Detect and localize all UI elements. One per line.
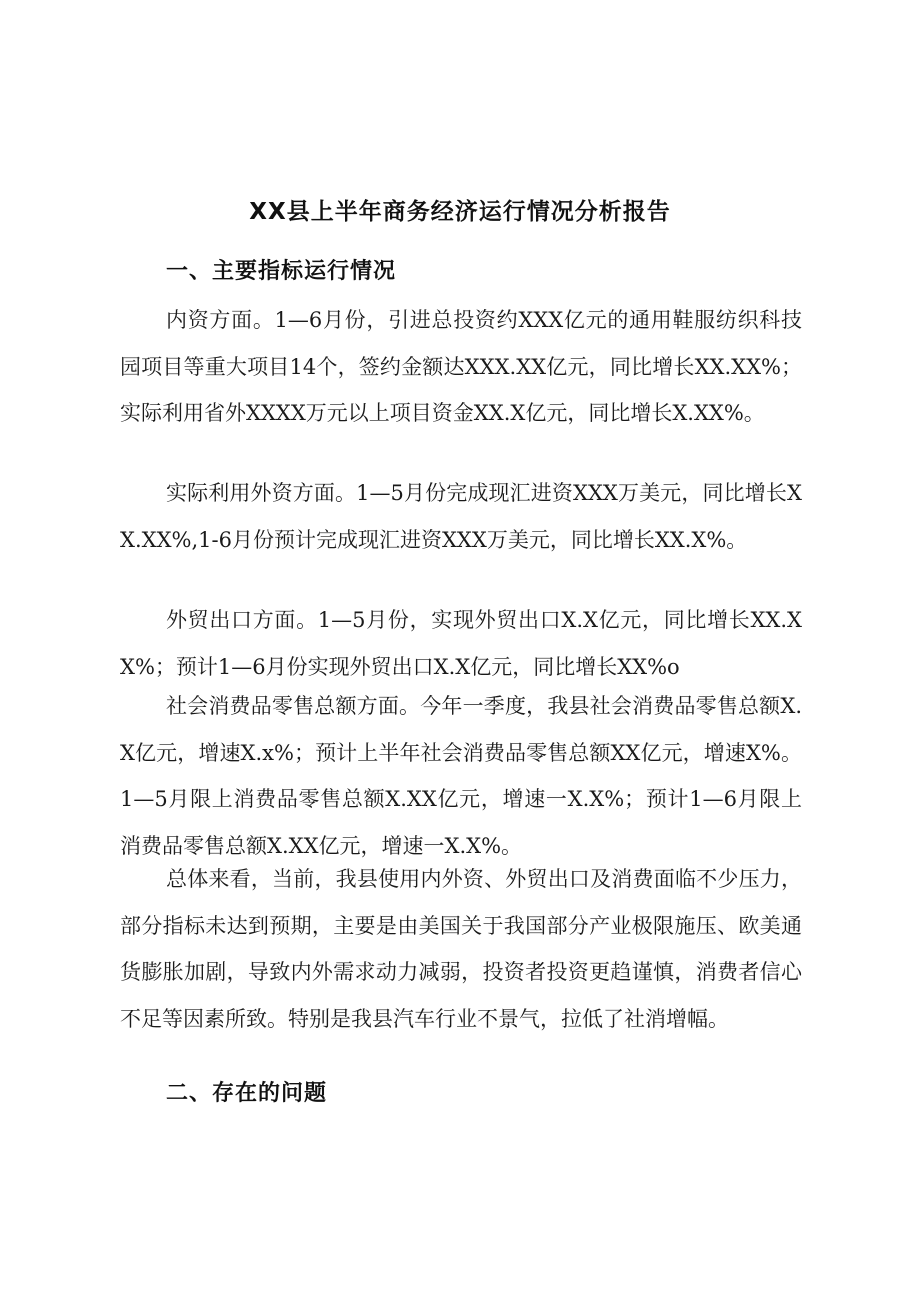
paragraph-retail-sales: 社会消费品零售总额方面。今年一季度，我县社会消费品零售总额X.X亿元，增速X.x%；预计上半年社会消费品零售总额XX亿元，增速X%。1—5月限上消费品零售总额X.XX亿元，增速一X.X%；预计1—6月限上消费品零售总额X.XX亿元，增速一X.X%。: [120, 694, 802, 858]
section-heading-problems: 二、存在的问题: [166, 1081, 328, 1106]
paragraph-domestic-capital: 内资方面。1—6月份，引进总投资约XXX亿元的通用鞋服纺织科技园项目等重大项目14个，签约金额达XXX.XX亿元，同比增长XX.XX%；实际利用省外XXXX万元以上项目资金XX.X亿元，同比增长X.XX%。: [120, 308, 802, 426]
paragraph-overall-summary: 总体来看，当前，我县使用内外资、外贸出口及消费面临不少压力，部分指标未达到预期，主要是由美国关于我国部分产业极限施压、欧美通货膨胀加剧，导致内外需求动力减弱，投资者投资更趋谨慎，消费者信心不足等因素所致。特别是我县汽车行业不景气，拉低了社消增幅。: [120, 867, 802, 1031]
paragraph-foreign-trade: 外贸出口方面。1—5月份，实现外贸出口X.X亿元，同比增长XX.XX%；预计1—6月份实现外贸出口X.X亿元，同比增长XX%o: [120, 608, 802, 679]
section-heading-main-indicators: 一、主要指标运行情况: [166, 259, 397, 284]
document-title: XX县上半年商务经济运行情况分析报告: [249, 199, 671, 225]
paragraph-foreign-capital: 实际利用外资方面。1—5月份完成现汇进资XXX万美元，同比增长XX.XX%,1-6月份预计完成现汇进资XXX万美元，同比增长XX.X%。: [120, 481, 802, 552]
